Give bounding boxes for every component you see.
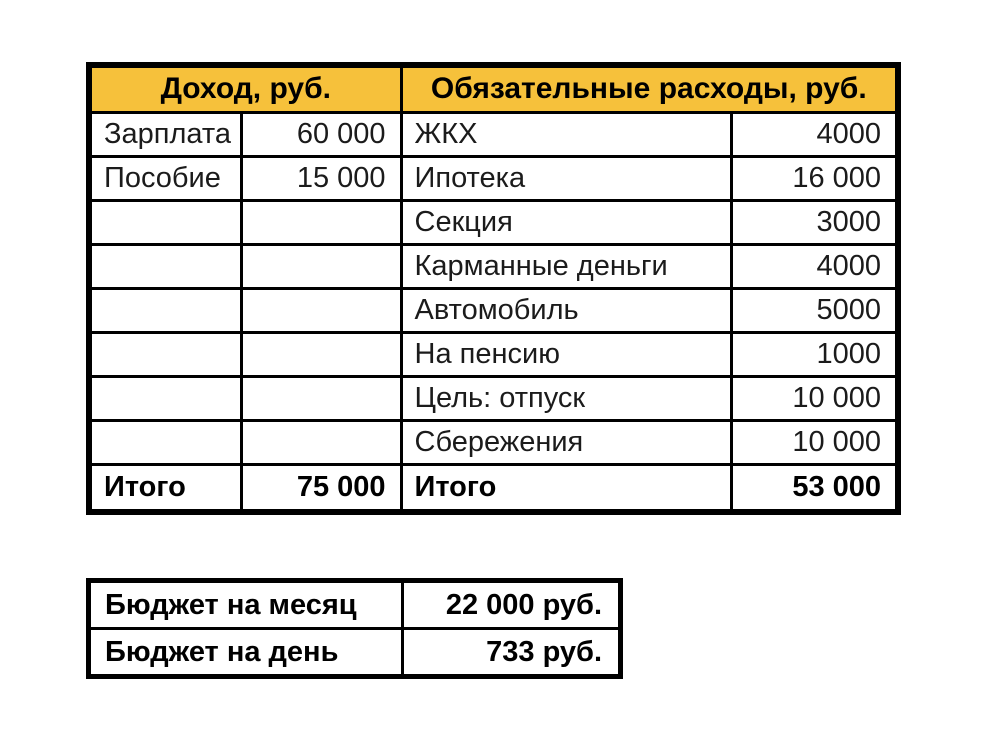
income-label-cell: Зарплата <box>89 112 241 156</box>
expense-value-cell: 4000 <box>731 244 898 288</box>
budget-table <box>86 62 901 515</box>
income-value-cell <box>241 288 401 332</box>
income-label-cell: Пособие <box>89 156 241 200</box>
income-value-cell <box>241 376 401 420</box>
expense-label-cell: ЖКХ <box>401 112 731 156</box>
table-row <box>89 112 898 156</box>
totals-row <box>89 464 898 512</box>
expense-value-cell: 16 000 <box>731 156 898 200</box>
table-row <box>89 156 898 200</box>
income-label-cell <box>89 420 241 464</box>
expense-total-label-cell: Итого <box>401 464 731 512</box>
income-value-cell <box>241 332 401 376</box>
expense-label-cell: Ипотека <box>401 156 731 200</box>
summary-table <box>86 578 623 679</box>
expense-label-cell: На пенсию <box>401 332 731 376</box>
income-value-cell <box>241 200 401 244</box>
expense-value-cell: 5000 <box>731 288 898 332</box>
day-budget-label-cell: Бюджет на день <box>89 629 403 677</box>
day-budget-value-cell: 733 руб. <box>403 629 621 677</box>
expense-value-cell: 3000 <box>731 200 898 244</box>
expense-label-cell: Цель: отпуск <box>401 376 731 420</box>
income-value-cell: 60 000 <box>241 112 401 156</box>
income-header-cell: Доход, руб. <box>89 65 401 112</box>
table-row <box>89 420 898 464</box>
expense-label-cell: Сбережения <box>401 420 731 464</box>
expense-label-cell: Карманные деньги <box>401 244 731 288</box>
table-row <box>89 288 898 332</box>
income-total-label-cell: Итого <box>89 464 241 512</box>
income-value-cell: 15 000 <box>241 156 401 200</box>
income-label-cell <box>89 200 241 244</box>
month-budget-label-cell: Бюджет на месяц <box>89 581 403 629</box>
income-total-value-cell: 75 000 <box>241 464 401 512</box>
expense-value-cell: 1000 <box>731 332 898 376</box>
expense-label-cell: Автомобиль <box>401 288 731 332</box>
month-budget-value-cell: 22 000 руб. <box>403 581 621 629</box>
header-row <box>89 65 898 112</box>
summary-row-day <box>89 629 621 677</box>
table-row <box>89 376 898 420</box>
expense-value-cell: 4000 <box>731 112 898 156</box>
table-row <box>89 200 898 244</box>
income-label-cell <box>89 288 241 332</box>
expenses-header-cell: Обязательные расходы, руб. <box>401 65 898 112</box>
income-label-cell <box>89 332 241 376</box>
summary-row-month <box>89 581 621 629</box>
expense-value-cell: 10 000 <box>731 420 898 464</box>
expense-value-cell: 10 000 <box>731 376 898 420</box>
expense-label-cell: Секция <box>401 200 731 244</box>
income-value-cell <box>241 244 401 288</box>
expense-total-value-cell: 53 000 <box>731 464 898 512</box>
table-row <box>89 332 898 376</box>
income-label-cell <box>89 244 241 288</box>
income-value-cell <box>241 420 401 464</box>
income-label-cell <box>89 376 241 420</box>
table-row <box>89 244 898 288</box>
